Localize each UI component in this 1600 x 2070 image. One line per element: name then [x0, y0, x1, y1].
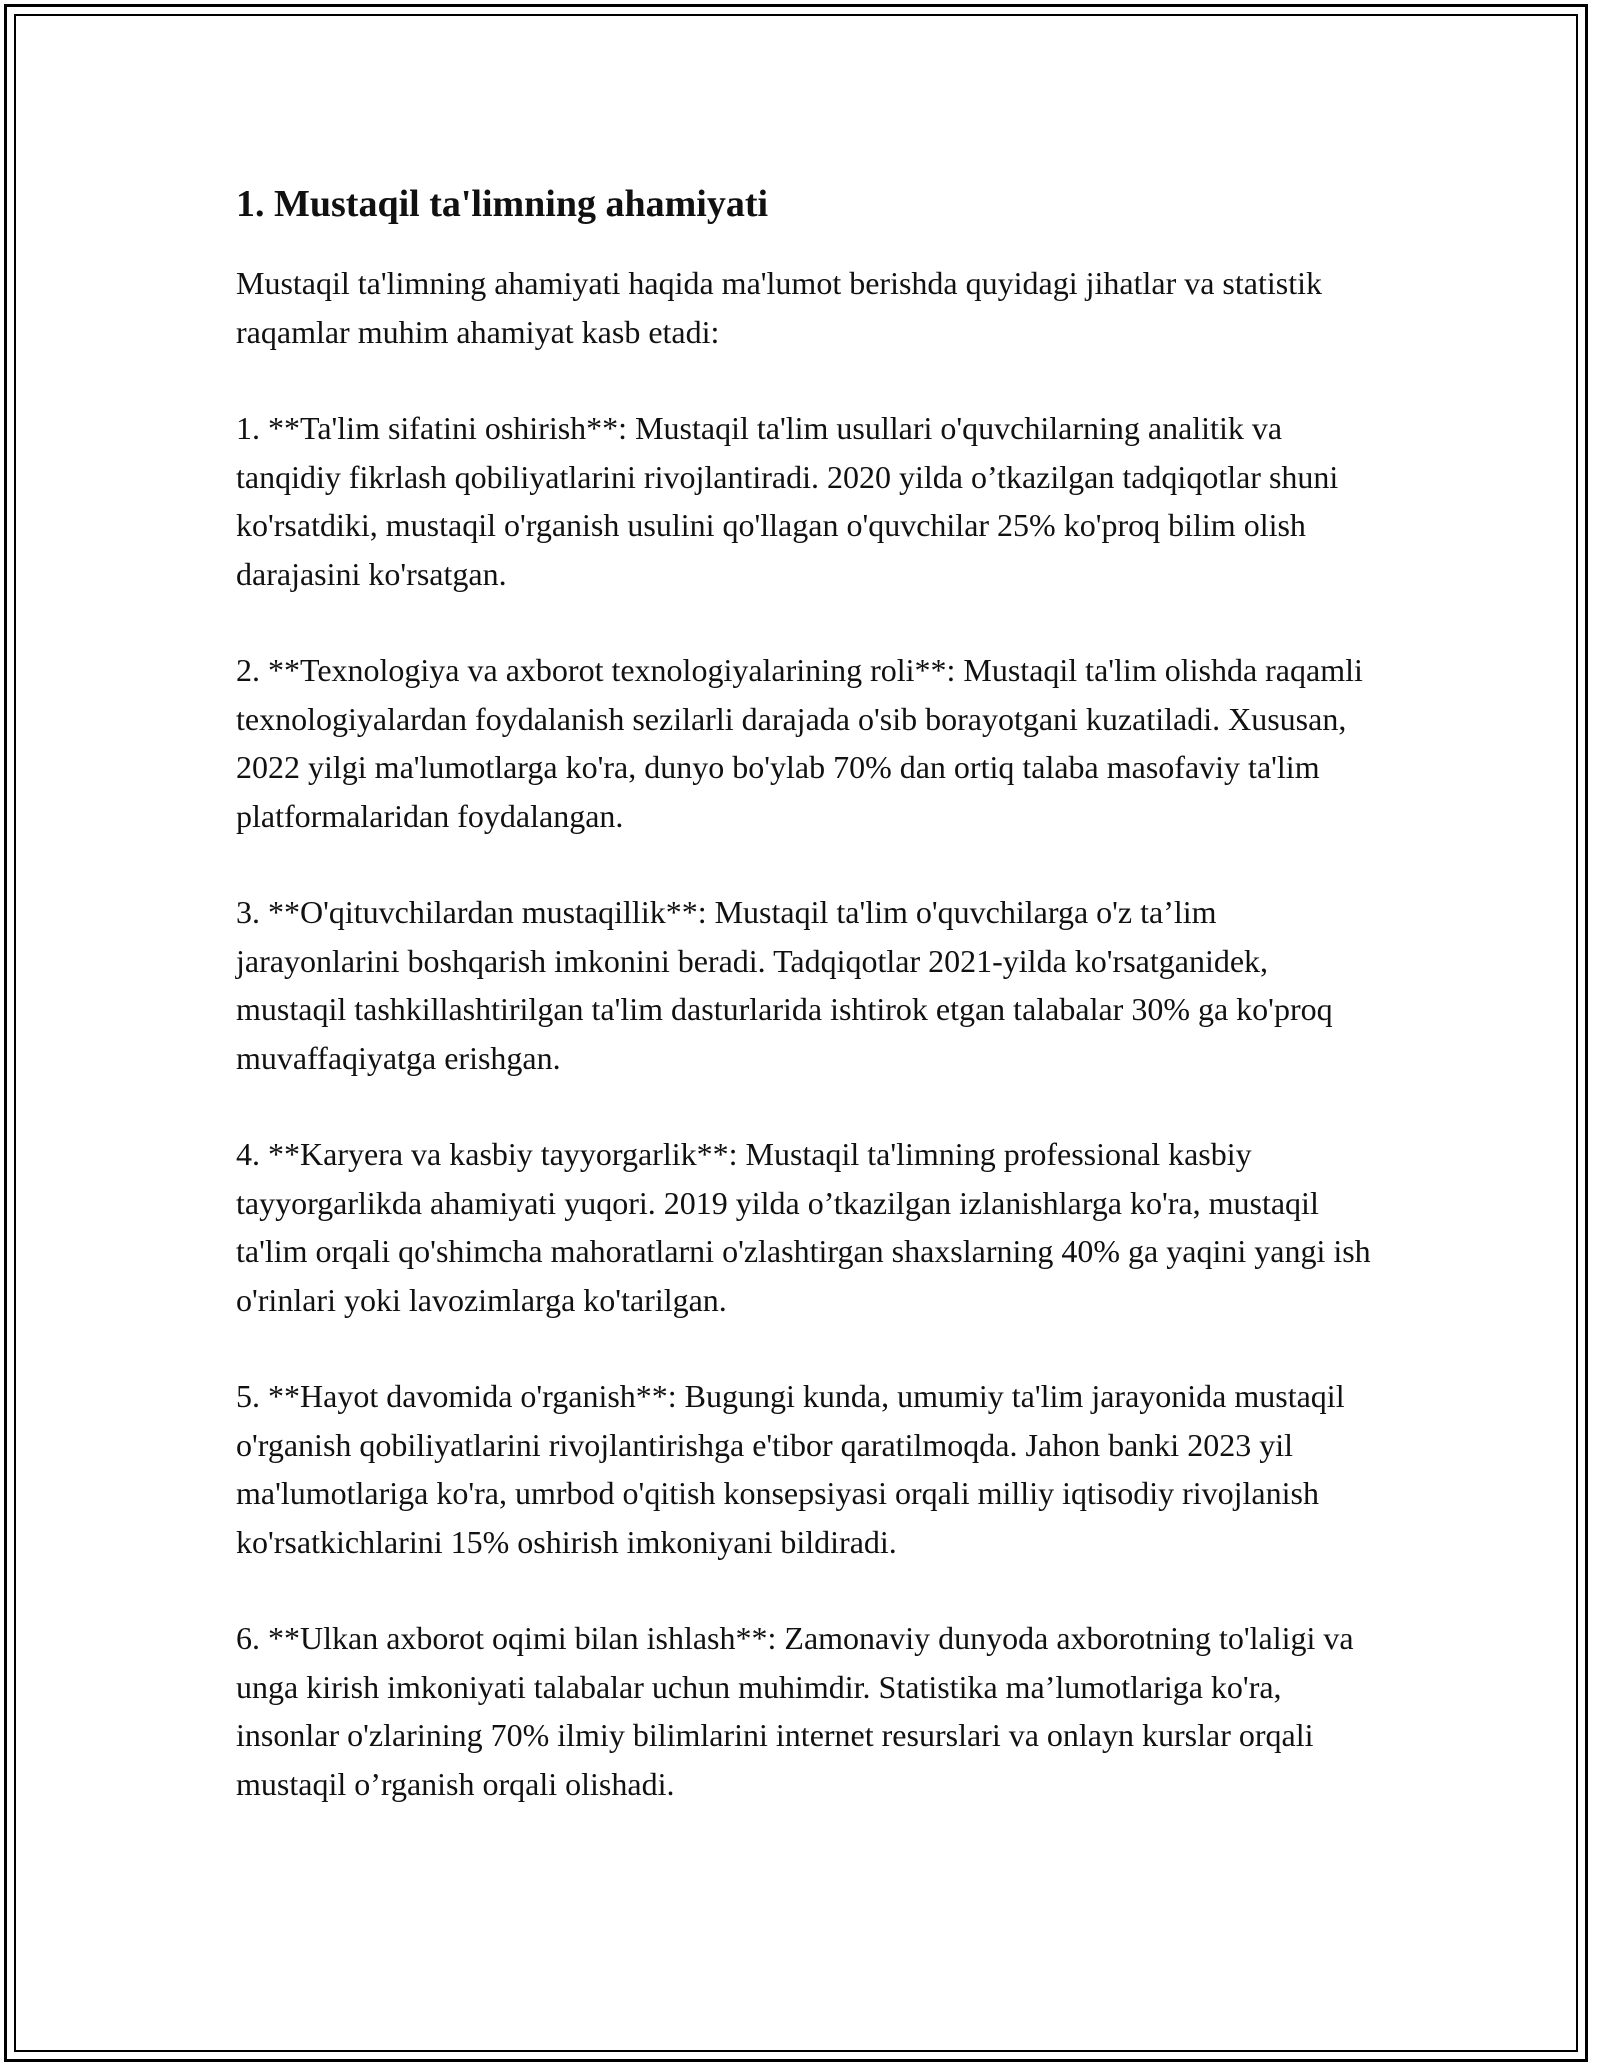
document-body [236, 180, 1376, 1856]
list-item: 4. **Karyera va kasbiy tayyorgarlik**: Mustaqil ta'limning professional kasbiy tayyorgarlikda ahamiyati yuqori. 2019 yilda o’tkazilgan izlanishlarga ko'ra, mustaqil ta'lim orqali qo'shimcha mahoratlarni o'zlashtirgan shaxslarning 40% ga yaqini yangi ish o'rinlari yoki lavozimlarga ko'tarilgan. [236, 1136, 1371, 1318]
section-title: 1. Mustaqil ta'limning ahamiyati [236, 183, 769, 225]
list-item: 3. **O'qituvchilardan mustaqillik**: Mustaqil ta'lim o'quvchilarga o'z ta’lim jarayonlarini boshqarish imkonini beradi. Tadqiqotlar 2021-yilda ko'rsatganidek, mustaqil tashkillashtirilgan ta'lim dasturlarida ishtirok etgan talabalar 30% ga ko'proq muvaffaqiyatga erishgan. [236, 894, 1333, 1076]
list-item: 1. **Ta'lim sifatini oshirish**: Mustaqil ta'lim usullari o'quvchilarning analitik va tanqidiy fikrlash qobiliyatlarini rivojlantiradi. 2020 yilda o’tkazilgan tadqiqotlar shuni ko'rsatdiki, mustaqil o'rganish usulini qo'llagan o'quvchilar 25% ko'proq bilim olish darajasini ko'rsatgan. [236, 410, 1339, 592]
list-item: 6. **Ulkan axborot oqimi bilan ishlash**: Zamonaviy dunyoda axborotning to'laligi va unga kirish imkoniyati talabalar uchun muhimdir. Statistika ma’lumotlariga ko'ra, insonlar o'zlarining 70% ilmiy bilimlarini internet resurslari va onlayn kurslar orqali mustaqil o’rganish orqali olishadi. [236, 1620, 1354, 1802]
intro-paragraph: Mustaqil ta'limning ahamiyati haqida ma'lumot berishda quyidagi jihatlar va statistik raqamlar muhim ahamiyat kasb etadi: [236, 265, 1322, 350]
list-item: 5. **Hayot davomida o'rganish**: Bugungi kunda, umumiy ta'lim jarayonida mustaqil o'rganish qobiliyatlarini rivojlantirishga e'tibor qaratilmoqda. Jahon banki 2023 yil ma'lumotlariga ko'ra, umrbod o'qitish konsepsiyasi orqali milliy iqtisodiy rivojlanish ko'rsatkichlarini 15% oshirish imkoniyani bildiradi. [236, 1378, 1345, 1560]
list-item: 2. **Texnologiya va axborot texnologiyalarining roli**: Mustaqil ta'lim olishda raqamli texnologiyalardan foydalanish sezilarli darajada o'sib borayotgani kuzatiladi. Xususan, 2022 yilgi ma'lumotlarga ko'ra, dunyo bo'ylab 70% dan ortiq talaba masofaviy ta'lim platformalaridan foydalangan. [236, 652, 1363, 834]
